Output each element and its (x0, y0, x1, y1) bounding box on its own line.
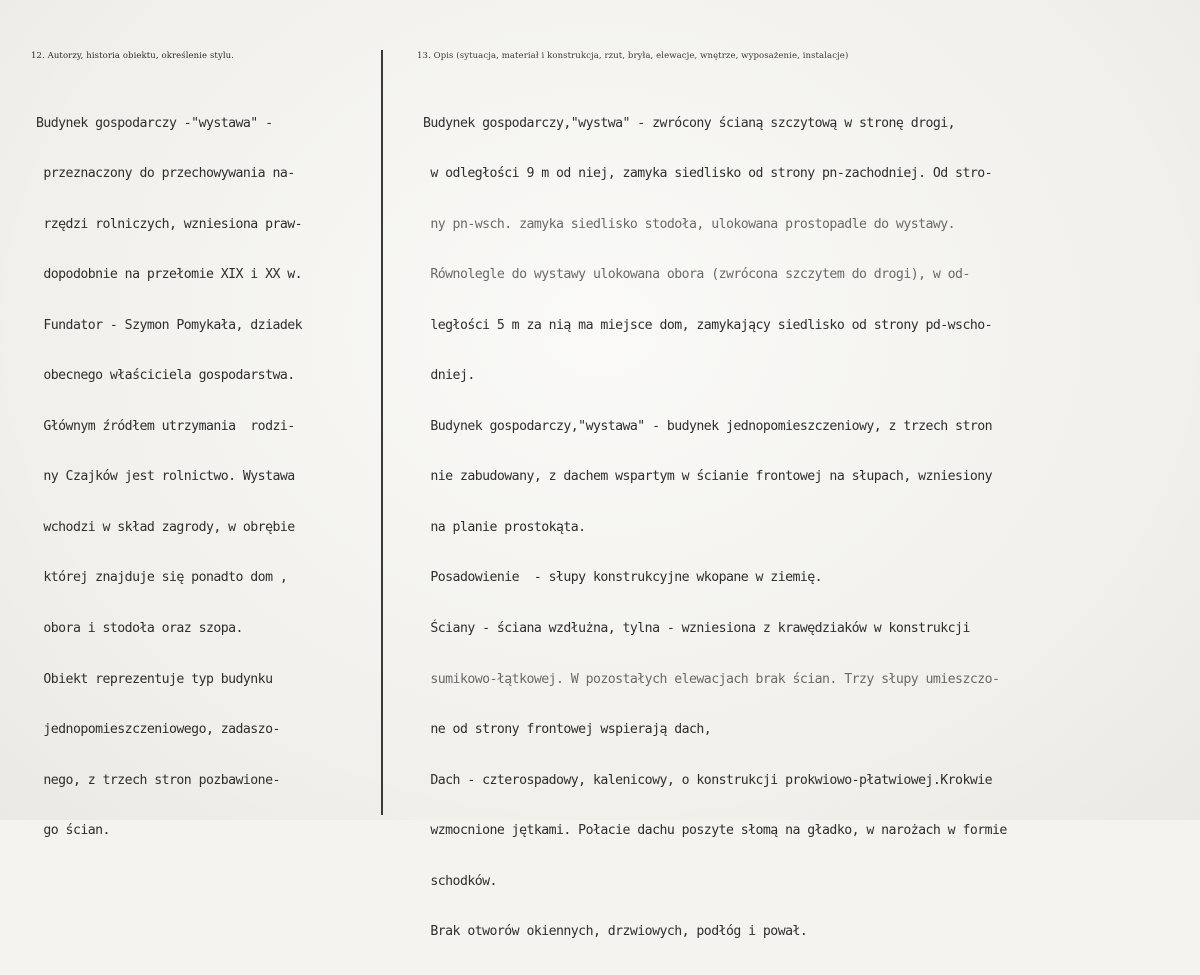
section-12-heading: 12. Autorzy, historia obiektu, określenie stylu. (31, 51, 235, 61)
text-line: Dach - czterospadowy, kalenicowy, o konstrukcji prokwiowo-płatwiowej.Krokwie (423, 772, 992, 788)
text-line: w odległości 9 m od niej, zamyka siedlisko od strony pn-zachodniej. Od stro- (423, 166, 992, 182)
section-12-body (36, 82, 302, 874)
text-line: schodków. (423, 873, 497, 889)
text-line: wzmocnione jętkami. Połacie dachu poszyte słomą na gładko, w narożach w formie (423, 823, 1007, 839)
text-line: Budynek gospodarczy,"wystawa" - budynek jednopomieszczeniowy, z trzech stron (423, 418, 992, 434)
text-line: dopodobnie na przełomie XIX i XX w. (36, 267, 303, 283)
text-line: Fundator - Szymon Pomykała, dziadek (36, 317, 303, 333)
text-line: Posadowienie - słupy konstrukcyjne wkopane w ziemię. (423, 570, 823, 586)
text-line: ne od strony frontowej wspierają dach, (423, 722, 712, 738)
text-line: Głównym źródłem utrzymania rodzi- (36, 418, 295, 434)
text-line: ny Czajków jest rolnictwo. Wystawa (36, 469, 295, 485)
text-line: rzędzi rolniczych, wzniesiona praw- (36, 216, 303, 232)
section-13-heading: 13. Opis (sytuacja, materiał i konstrukcja, rzut, bryła, elewacje, wnętrze, wyposażenie, instalacje) (417, 51, 849, 61)
text-line: wchodzi w skład zagrody, w obrębie (36, 519, 295, 535)
text-line: Budynek gospodarczy,"wystwa" - zwrócony ścianą szczytową w stronę drogi, (423, 115, 956, 131)
section-13-body (423, 82, 1007, 975)
text-line: Ściany - ściana wzdłużna, tylna - wzniesiona z krawędziaków w konstrukcji (423, 621, 970, 636)
text-line: go ścian. (36, 823, 110, 839)
text-line: nego, z trzech stron pozbawione- (36, 772, 280, 788)
text-line: nie zabudowany, z dachem wspartym w ścianie frontowej na słupach, wzniesiony (423, 469, 992, 485)
text-line: sumikowo-łątkowej. W pozostałych elewacjach brak ścian. Trzy słupy umieszczo- (423, 671, 1000, 687)
text-line: dniej. (423, 368, 475, 384)
text-line: ny pn-wsch. zamyka siedlisko stodoła, ulokowana prostopadle do wystawy. (423, 216, 956, 232)
text-line: której znajduje się ponadto dom , (36, 570, 288, 586)
text-line: na planie prostokąta. (423, 519, 586, 535)
text-line: Budynek gospodarczy -"wystawa" - (36, 115, 273, 131)
text-line: Obiekt reprezentuje typ budynku (36, 671, 273, 687)
text-line: obora i stodoła oraz szopa. (36, 621, 243, 636)
text-line: obecnego właściciela gospodarstwa. (36, 368, 295, 384)
text-line: ległości 5 m za nią ma miejsce dom, zamykający siedlisko od strony pd-wscho- (423, 317, 992, 333)
text-line: przeznaczony do przechowywania na- (36, 166, 295, 182)
text-line: Równolegle do wystawy ulokowana obora (zwrócona szczytem do drogi), w od- (423, 267, 970, 283)
text-line: Brak otworów okiennych, drzwiowych, podłóg i pował. (423, 924, 808, 940)
column-divider (381, 50, 383, 815)
text-line: jednopomieszczeniowego, zadaszo- (36, 722, 280, 738)
